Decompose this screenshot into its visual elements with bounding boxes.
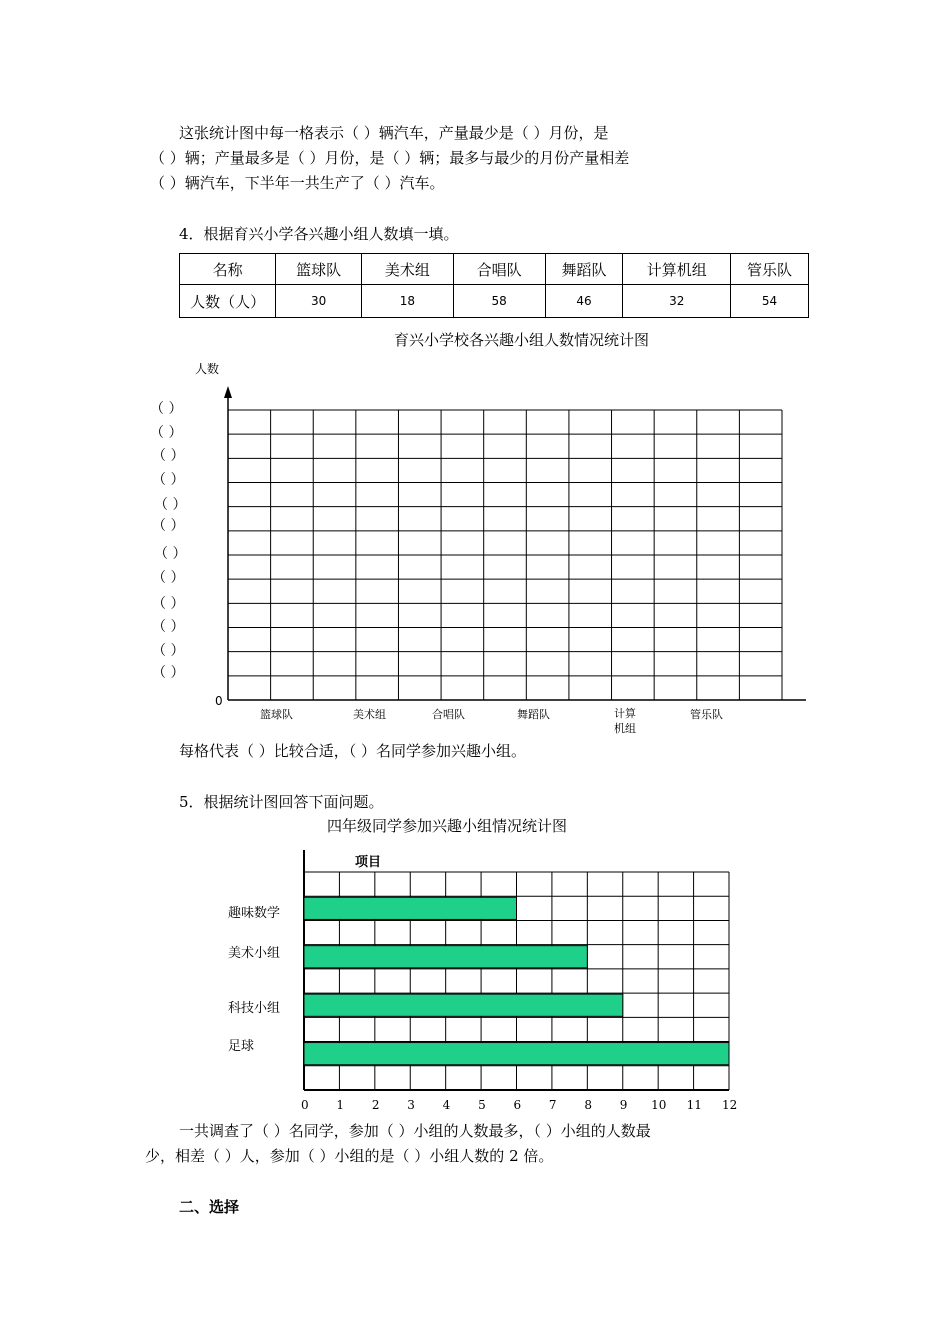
table-header-cell: 名称 [180, 254, 276, 285]
x-tick-label: 0 [301, 1098, 309, 1112]
bar [304, 897, 517, 919]
y-axis-label: 人数 [195, 362, 220, 376]
y-paren: （ ） [150, 425, 183, 441]
y-paren: （ ） [152, 596, 185, 612]
x-tick-label: 7 [548, 1098, 557, 1112]
x-tick-label: 2 [371, 1098, 380, 1112]
section3-line3: （ ）辆汽车，下半年一共生产了（ ）汽车。 [150, 174, 445, 192]
section-two-title: 二、选择 [179, 1198, 240, 1216]
y-paren: （ ） [152, 518, 185, 534]
table-header-cell: 合唱队 [453, 254, 545, 285]
y-paren: （ ） [152, 472, 185, 488]
x-category-label: 美术组 [353, 708, 386, 721]
table-header-cell: 美术组 [362, 254, 454, 285]
x-tick-label: 12 [722, 1098, 738, 1112]
y-paren: （ ） [152, 570, 185, 586]
x-tick-label: 8 [584, 1098, 592, 1112]
y-paren: （ ） [150, 401, 183, 417]
section5-question-line1: 一共调查了（ ）名同学，参加（ ）小组的人数最多，（ ）小组的人数最 [179, 1122, 651, 1140]
chart4-origin: 0 [215, 694, 223, 708]
x-tick-label: 10 [651, 1098, 667, 1112]
x-tick-label: 3 [407, 1098, 415, 1112]
section4-instruction: 4．根据育兴小学各兴趣小组人数填一填。 [179, 225, 459, 243]
table-cell: 32 [623, 285, 730, 318]
table-cell: 58 [453, 285, 545, 318]
category-label: 美术小组 [228, 946, 281, 961]
y-paren: （ ） [152, 665, 185, 681]
table-cell: 30 [276, 285, 362, 318]
section3-line1: 这张统计图中每一格表示（ ）辆汽车，产量最少是（ ）月份，是 [179, 124, 609, 142]
category-label: 趣味数学 [228, 906, 281, 921]
table-cell: 18 [362, 285, 454, 318]
table-cell: 54 [730, 285, 808, 318]
x-category-label: 管乐队 [690, 708, 723, 721]
chart5-ylabel: 项目 [355, 855, 382, 870]
x-tick-label: 5 [478, 1098, 486, 1112]
x-category-label: 合唱队 [432, 708, 465, 721]
x-category-label: 机组 [614, 722, 636, 735]
x-tick-label: 9 [619, 1098, 628, 1112]
x-tick-label: 6 [513, 1098, 522, 1112]
table-header-cell: 管乐队 [730, 254, 808, 285]
y-paren: （ ） [152, 619, 185, 635]
table-cell: 人数（人） [180, 285, 276, 318]
y-paren: （ ） [154, 497, 187, 513]
y-paren: （ ） [152, 643, 185, 659]
bar [304, 1043, 729, 1065]
x-tick-label: 11 [686, 1098, 702, 1112]
x-category-label: 篮球队 [260, 708, 293, 721]
category-label: 科技小组 [228, 1001, 281, 1016]
section5-instruction: 5．根据统计图回答下面问题。 [179, 793, 384, 811]
section4-question: 每格代表（ ）比较合适，（ ）名同学参加兴趣小组。 [179, 742, 527, 760]
x-category-label: 舞蹈队 [517, 708, 550, 721]
bar [304, 946, 587, 968]
chart4-title: 育兴小学校各兴趣小组人数情况统计图 [394, 331, 650, 349]
table-header-cell: 舞蹈队 [545, 254, 623, 285]
chart5-title: 四年级同学参加兴趣小组情况统计图 [327, 817, 568, 835]
y-paren: （ ） [152, 448, 185, 464]
table-header-cell: 计算机组 [623, 254, 730, 285]
x-tick-label: 1 [336, 1098, 345, 1112]
x-tick-label: 4 [442, 1098, 451, 1112]
table-cell: 46 [545, 285, 623, 318]
y-paren: （ ） [154, 546, 187, 562]
section5-question-line2: 少，相差（ ）人，参加（ ）小组的是（ ）小组人数的 2 倍。 [145, 1147, 554, 1165]
x-category-label: 计算 [614, 707, 636, 720]
table-header-cell: 篮球队 [276, 254, 362, 285]
bar [304, 994, 623, 1016]
section3-line2: （ ）辆；产量最多是（ ）月份，是（ ）辆；最多与最少的月份产量相差 [150, 149, 630, 167]
category-label: 足球 [228, 1039, 255, 1054]
